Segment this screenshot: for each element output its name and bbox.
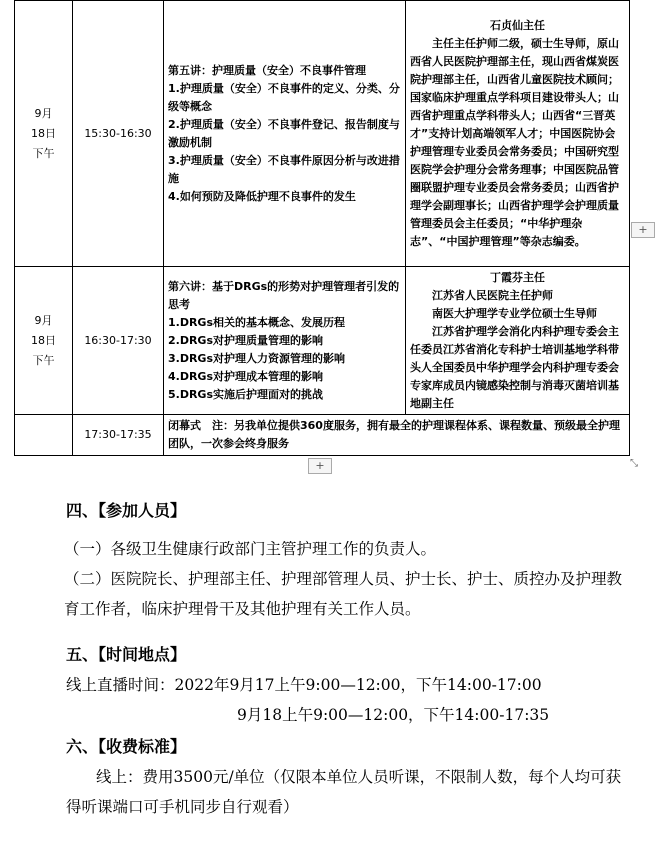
topic-title: 第六讲：基于DRGs的形势对护理管理者引发的思考 [168,279,400,311]
topic-item: 2.护理质量（安全）不良事件登记、报告制度与激励机制 [168,117,400,149]
date-day: 18日 [31,126,56,140]
participants-section [66,496,626,526]
table-row [15,267,630,415]
fees-section [66,732,626,822]
date-day: 18日 [31,333,56,347]
time-cell: 17:30-17:35 [73,415,164,456]
time-cell: 16:30-17:30 [73,267,164,415]
speaker-cell [406,267,630,415]
topic-item: 1.护理质量（安全）不良事件的定义、分类、分级等概念 [168,81,400,113]
date-month: 9月 [34,313,53,327]
topic-item: 2.DRGs对护理质量管理的影响 [168,333,324,347]
topic-item: 4.DRGs对护理成本管理的影响 [168,369,324,383]
add-row-button[interactable]: + [308,458,332,474]
closing-cell: 闭幕式 注：另我单位提供360度服务，拥有最全的护理课程体系、课程数量、预级最全护理团队，一次参会终身服务 [164,415,630,456]
speaker-name: 石贞仙主任 [490,18,545,32]
topic-item: 1.DRGs相关的基本概念、发展历程 [168,315,346,329]
date-period: 下午 [32,353,55,367]
date-month: 9月 [34,106,53,120]
fees-text: 线上：费用3500元/单位（仅限本单位人员听课，不限制人数，每个人均可获得听课端口可手机同步自行观看） [66,768,622,816]
schedule-table [14,0,630,456]
topic-item: 4.如何预防及降低护理不良事件的发生 [168,189,356,203]
date-period: 下午 [32,146,55,160]
topic-item: 3.护理质量（安全）不良事件原因分析与改进措施 [168,153,400,185]
add-column-button[interactable]: + [631,222,655,238]
section-heading: 五、【时间地点】 [66,645,187,664]
table-row [15,415,630,456]
time-place-section [66,640,626,730]
date-cell [15,267,73,415]
section-heading: 六、【收费标准】 [66,737,187,756]
speaker-bio: 江苏省护理学会消化内科护理专委会主任委员江苏省消化专科护士培训基地学科带头人全国委员中华护理学会内科护理专委会专家库成员内镜感染控制与消毒灭菌培训基地副主任 [410,324,619,410]
topic-cell [164,1,406,267]
speaker-cell [406,1,630,267]
speaker-name: 丁霞芬主任 [490,270,545,284]
topic-cell [164,267,406,415]
time-line: 9月18上午9:00—12:00，下午14:00-17:35 [237,706,550,724]
table-resize-handle[interactable]: ⤡ [630,458,638,469]
speaker-line: 江苏省人民医院主任护师 [432,288,553,302]
participant-item: （二）医院院长、护理部主任、护理部管理人员、护士长、护士、质控办及护理教育工作者，临床护理骨干及其他护理有关工作人员。 [64,570,623,618]
topic-item: 5.DRGs实施后护理面对的挑战 [168,387,324,401]
section-heading: 四、【参加人员】 [66,501,187,520]
empty-cell [15,415,73,456]
participants-list [66,534,626,624]
date-cell [15,1,73,267]
topic-item: 3.DRGs对护理人力资源管理的影响 [168,351,346,365]
time-cell: 15:30-16:30 [73,1,164,267]
participant-item: （一）各级卫生健康行政部门主管护理工作的负责人。 [64,540,437,558]
time-line: 线上直播时间：2022年9月17上午9:00—12:00，下午14:00-17:00 [66,676,542,694]
speaker-bio: 主任主任护师二级，硕士生导师，原山西省人民医院护理部主任，现山西省煤炭医院护理部主任，山西省儿童医院技术顾问；国家临床护理重点学科项目建设带头人；山西省护理重点学科带头人；山西省“三晋英才”支持计划高端领军人才；中国医院协会护理管理专业委员会常务委员；中国研究型医院学会护理分会常务理事；中国医院品管圈联盟护理专业委员会常务委员；山西省护理学会副理事长；山西省护理学会护理质量管理委员会主任委员；“中华护理杂志”、“中国护理管理”等杂志编委。 [410,36,619,248]
topic-title: 第五讲：护理质量（安全）不良事件管理 [168,63,366,77]
table-row [15,1,630,267]
speaker-line: 南医大护理学专业学位硕士生导师 [432,306,597,320]
